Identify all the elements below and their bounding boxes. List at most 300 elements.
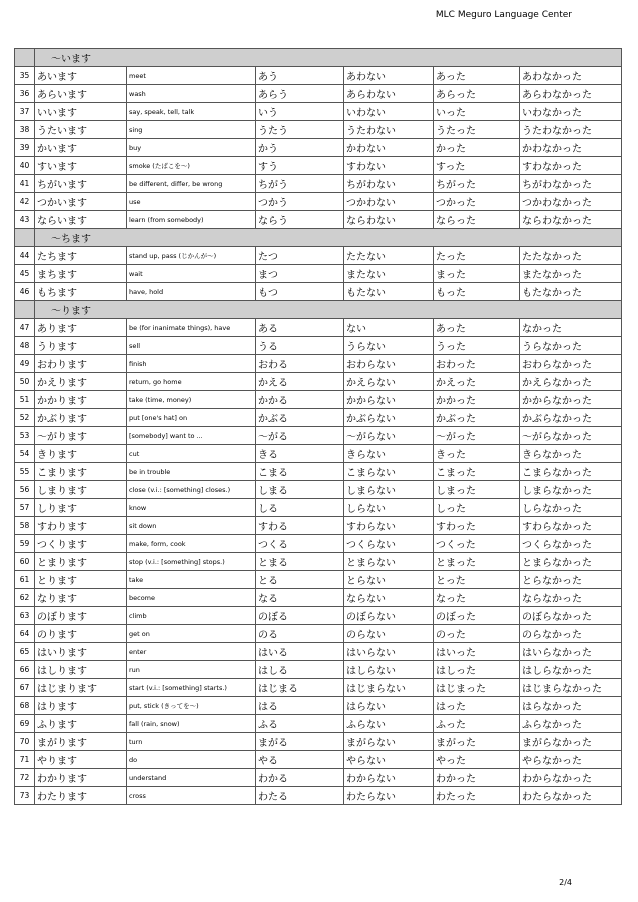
nakatta-form: ならわなかった bbox=[520, 211, 622, 229]
verb-number: 52 bbox=[15, 409, 35, 427]
ta-form: ちがった bbox=[434, 175, 520, 193]
dictionary-form: あらう bbox=[256, 85, 344, 103]
nakatta-form: かえらなかった bbox=[520, 373, 622, 391]
dictionary-form: かかる bbox=[256, 391, 344, 409]
verb-number: 73 bbox=[15, 787, 35, 805]
masu-form: すわります bbox=[35, 517, 127, 535]
masu-form: あります bbox=[35, 319, 127, 337]
nai-form: すわらない bbox=[344, 517, 434, 535]
table-row bbox=[15, 355, 622, 373]
section-title: ～います bbox=[35, 49, 622, 67]
masu-form: わかります bbox=[35, 769, 127, 787]
dictionary-form: たつ bbox=[256, 247, 344, 265]
table-row bbox=[15, 517, 622, 535]
english-meaning: stop (v.i.: [something] stops.) bbox=[127, 553, 256, 571]
nai-form: もたない bbox=[344, 283, 434, 301]
page-number: 2/4 bbox=[559, 878, 572, 887]
english-meaning: turn bbox=[127, 733, 256, 751]
table-row bbox=[15, 625, 622, 643]
nakatta-form: はいらなかった bbox=[520, 643, 622, 661]
ta-form: かった bbox=[434, 139, 520, 157]
section-header-row bbox=[15, 301, 622, 319]
dictionary-form: こまる bbox=[256, 463, 344, 481]
masu-form: ちがいます bbox=[35, 175, 127, 193]
nai-form: はらない bbox=[344, 697, 434, 715]
english-meaning: be different, differ, be wrong bbox=[127, 175, 256, 193]
nai-form: つくらない bbox=[344, 535, 434, 553]
table-row bbox=[15, 409, 622, 427]
masu-form: ふります bbox=[35, 715, 127, 733]
table-row bbox=[15, 391, 622, 409]
nakatta-form: おわらなかった bbox=[520, 355, 622, 373]
nakatta-form: あわなかった bbox=[520, 67, 622, 85]
verb-number: 38 bbox=[15, 121, 35, 139]
nai-form: かわない bbox=[344, 139, 434, 157]
nakatta-form: ～がらなかった bbox=[520, 427, 622, 445]
verb-number: 59 bbox=[15, 535, 35, 553]
english-meaning: say, speak, tell, talk bbox=[127, 103, 256, 121]
table-row bbox=[15, 121, 622, 139]
dictionary-form: すう bbox=[256, 157, 344, 175]
nai-form: わからない bbox=[344, 769, 434, 787]
nakatta-form: のらなかった bbox=[520, 625, 622, 643]
nakatta-form: うらなかった bbox=[520, 337, 622, 355]
verb-number: 48 bbox=[15, 337, 35, 355]
masu-form: はじまります bbox=[35, 679, 127, 697]
verb-number: 40 bbox=[15, 157, 35, 175]
nai-form: とまらない bbox=[344, 553, 434, 571]
verb-number: 57 bbox=[15, 499, 35, 517]
english-meaning: get on bbox=[127, 625, 256, 643]
table-row bbox=[15, 679, 622, 697]
verb-number: 42 bbox=[15, 193, 35, 211]
masu-form: しまります bbox=[35, 481, 127, 499]
dictionary-form: のぼる bbox=[256, 607, 344, 625]
verb-number: 45 bbox=[15, 265, 35, 283]
english-meaning: put [one's hat] on bbox=[127, 409, 256, 427]
table-row bbox=[15, 211, 622, 229]
dictionary-form: きる bbox=[256, 445, 344, 463]
verb-number: 67 bbox=[15, 679, 35, 697]
nai-form: こまらない bbox=[344, 463, 434, 481]
table-row bbox=[15, 103, 622, 121]
dictionary-form: すわる bbox=[256, 517, 344, 535]
masu-form: いいます bbox=[35, 103, 127, 121]
verb-number: 69 bbox=[15, 715, 35, 733]
nai-form: うたわない bbox=[344, 121, 434, 139]
english-meaning: climb bbox=[127, 607, 256, 625]
nai-form: ない bbox=[344, 319, 434, 337]
nai-form: しらない bbox=[344, 499, 434, 517]
nai-form: のぼらない bbox=[344, 607, 434, 625]
ta-form: たった bbox=[434, 247, 520, 265]
verb-number: 60 bbox=[15, 553, 35, 571]
nakatta-form: なかった bbox=[520, 319, 622, 337]
table-row bbox=[15, 139, 622, 157]
nakatta-form: すわらなかった bbox=[520, 517, 622, 535]
dictionary-form: あう bbox=[256, 67, 344, 85]
masu-form: まがります bbox=[35, 733, 127, 751]
english-meaning: have, hold bbox=[127, 283, 256, 301]
dictionary-form: なる bbox=[256, 589, 344, 607]
english-meaning: make, form, cook bbox=[127, 535, 256, 553]
masu-form: のります bbox=[35, 625, 127, 643]
masu-form: きります bbox=[35, 445, 127, 463]
english-meaning: meet bbox=[127, 67, 256, 85]
nai-form: またない bbox=[344, 265, 434, 283]
section-spacer bbox=[15, 49, 35, 67]
table-row bbox=[15, 85, 622, 103]
ta-form: やった bbox=[434, 751, 520, 769]
nai-form: あらわない bbox=[344, 85, 434, 103]
table-row bbox=[15, 427, 622, 445]
verb-number: 37 bbox=[15, 103, 35, 121]
masu-form: かえります bbox=[35, 373, 127, 391]
dictionary-form: かえる bbox=[256, 373, 344, 391]
ta-form: こまった bbox=[434, 463, 520, 481]
nakatta-form: たたなかった bbox=[520, 247, 622, 265]
nai-form: ならわない bbox=[344, 211, 434, 229]
nakatta-form: こまらなかった bbox=[520, 463, 622, 481]
nakatta-form: もたなかった bbox=[520, 283, 622, 301]
dictionary-form: かう bbox=[256, 139, 344, 157]
verb-conjugation-table bbox=[14, 48, 622, 805]
masu-form: わたります bbox=[35, 787, 127, 805]
verb-number: 58 bbox=[15, 517, 35, 535]
table-row bbox=[15, 643, 622, 661]
english-meaning: smoke (たばこを～) bbox=[127, 157, 256, 175]
ta-form: かぶった bbox=[434, 409, 520, 427]
nakatta-form: ならなかった bbox=[520, 589, 622, 607]
english-meaning: cross bbox=[127, 787, 256, 805]
verb-number: 49 bbox=[15, 355, 35, 373]
nakatta-form: とらなかった bbox=[520, 571, 622, 589]
nakatta-form: かからなかった bbox=[520, 391, 622, 409]
ta-form: かかった bbox=[434, 391, 520, 409]
verb-number: 63 bbox=[15, 607, 35, 625]
english-meaning: take (time, money) bbox=[127, 391, 256, 409]
nakatta-form: いわなかった bbox=[520, 103, 622, 121]
ta-form: きった bbox=[434, 445, 520, 463]
dictionary-form: わかる bbox=[256, 769, 344, 787]
verb-number: 68 bbox=[15, 697, 35, 715]
dictionary-form: わたる bbox=[256, 787, 344, 805]
masu-form: おわります bbox=[35, 355, 127, 373]
english-meaning: sit down bbox=[127, 517, 256, 535]
ta-form: まがった bbox=[434, 733, 520, 751]
dictionary-form: もつ bbox=[256, 283, 344, 301]
masu-form: かぶります bbox=[35, 409, 127, 427]
english-meaning: enter bbox=[127, 643, 256, 661]
dictionary-form: ある bbox=[256, 319, 344, 337]
masu-form: とまります bbox=[35, 553, 127, 571]
table-row bbox=[15, 463, 622, 481]
english-meaning: cut bbox=[127, 445, 256, 463]
english-meaning: sing bbox=[127, 121, 256, 139]
verb-number: 61 bbox=[15, 571, 35, 589]
verb-number: 41 bbox=[15, 175, 35, 193]
nai-form: ならない bbox=[344, 589, 434, 607]
dictionary-form: とる bbox=[256, 571, 344, 589]
ta-form: わたった bbox=[434, 787, 520, 805]
ta-form: かえった bbox=[434, 373, 520, 391]
table-row bbox=[15, 787, 622, 805]
english-meaning: know bbox=[127, 499, 256, 517]
ta-form: のった bbox=[434, 625, 520, 643]
table-row bbox=[15, 337, 622, 355]
table-row bbox=[15, 373, 622, 391]
section-header-row bbox=[15, 49, 622, 67]
masu-form: つかいます bbox=[35, 193, 127, 211]
dictionary-form: おわる bbox=[256, 355, 344, 373]
english-meaning: [somebody] want to ... bbox=[127, 427, 256, 445]
ta-form: ふった bbox=[434, 715, 520, 733]
table-row bbox=[15, 247, 622, 265]
nakatta-form: うたわなかった bbox=[520, 121, 622, 139]
nai-form: うらない bbox=[344, 337, 434, 355]
dictionary-form: しる bbox=[256, 499, 344, 517]
verb-number: 46 bbox=[15, 283, 35, 301]
dictionary-form: ならう bbox=[256, 211, 344, 229]
nai-form: まがらない bbox=[344, 733, 434, 751]
masu-form: すいます bbox=[35, 157, 127, 175]
table-row bbox=[15, 175, 622, 193]
ta-form: あらった bbox=[434, 85, 520, 103]
masu-form: とります bbox=[35, 571, 127, 589]
nakatta-form: あらわなかった bbox=[520, 85, 622, 103]
verb-number: 50 bbox=[15, 373, 35, 391]
ta-form: ～がった bbox=[434, 427, 520, 445]
masu-form: なります bbox=[35, 589, 127, 607]
dictionary-form: はいる bbox=[256, 643, 344, 661]
nai-form: ～がらない bbox=[344, 427, 434, 445]
ta-form: うたった bbox=[434, 121, 520, 139]
section-spacer bbox=[15, 301, 35, 319]
table-row bbox=[15, 265, 622, 283]
nai-form: おわらない bbox=[344, 355, 434, 373]
section-spacer bbox=[15, 229, 35, 247]
dictionary-form: ちがう bbox=[256, 175, 344, 193]
masu-form: のぼります bbox=[35, 607, 127, 625]
nai-form: すわない bbox=[344, 157, 434, 175]
dictionary-form: やる bbox=[256, 751, 344, 769]
masu-form: はります bbox=[35, 697, 127, 715]
verb-number: 55 bbox=[15, 463, 35, 481]
table-row bbox=[15, 193, 622, 211]
dictionary-form: うる bbox=[256, 337, 344, 355]
english-meaning: close (v.i.: [something] closes.) bbox=[127, 481, 256, 499]
ta-form: ならった bbox=[434, 211, 520, 229]
verb-number: 64 bbox=[15, 625, 35, 643]
english-meaning: run bbox=[127, 661, 256, 679]
table-row bbox=[15, 535, 622, 553]
masu-form: かかります bbox=[35, 391, 127, 409]
verb-number: 66 bbox=[15, 661, 35, 679]
nai-form: ふらない bbox=[344, 715, 434, 733]
table-row bbox=[15, 445, 622, 463]
masu-form: うたいます bbox=[35, 121, 127, 139]
nai-form: かぶらない bbox=[344, 409, 434, 427]
ta-form: はじまった bbox=[434, 679, 520, 697]
nai-form: とらない bbox=[344, 571, 434, 589]
nai-form: はじまらない bbox=[344, 679, 434, 697]
ta-form: あった bbox=[434, 67, 520, 85]
nakatta-form: またなかった bbox=[520, 265, 622, 283]
verb-number: 36 bbox=[15, 85, 35, 103]
nai-form: きらない bbox=[344, 445, 434, 463]
dictionary-form: はる bbox=[256, 697, 344, 715]
dictionary-form: つかう bbox=[256, 193, 344, 211]
verb-number: 72 bbox=[15, 769, 35, 787]
nai-form: つかわない bbox=[344, 193, 434, 211]
dictionary-form: のる bbox=[256, 625, 344, 643]
nai-form: ちがわない bbox=[344, 175, 434, 193]
verb-number: 71 bbox=[15, 751, 35, 769]
table-row bbox=[15, 769, 622, 787]
nai-form: いわない bbox=[344, 103, 434, 121]
verb-number: 62 bbox=[15, 589, 35, 607]
ta-form: はった bbox=[434, 697, 520, 715]
table-row bbox=[15, 157, 622, 175]
verb-number: 56 bbox=[15, 481, 35, 499]
masu-form: つくります bbox=[35, 535, 127, 553]
ta-form: すった bbox=[434, 157, 520, 175]
dictionary-form: ～がる bbox=[256, 427, 344, 445]
nakatta-form: すわなかった bbox=[520, 157, 622, 175]
verb-number: 70 bbox=[15, 733, 35, 751]
nakatta-form: つくらなかった bbox=[520, 535, 622, 553]
nakatta-form: きらなかった bbox=[520, 445, 622, 463]
masu-form: かいます bbox=[35, 139, 127, 157]
english-meaning: understand bbox=[127, 769, 256, 787]
table-row bbox=[15, 661, 622, 679]
english-meaning: take bbox=[127, 571, 256, 589]
ta-form: つくった bbox=[434, 535, 520, 553]
ta-form: とった bbox=[434, 571, 520, 589]
dictionary-form: ふる bbox=[256, 715, 344, 733]
nai-form: たたない bbox=[344, 247, 434, 265]
nai-form: はしらない bbox=[344, 661, 434, 679]
english-meaning: fall (rain, snow) bbox=[127, 715, 256, 733]
ta-form: はしった bbox=[434, 661, 520, 679]
english-meaning: wait bbox=[127, 265, 256, 283]
masu-form: まちます bbox=[35, 265, 127, 283]
nakatta-form: はらなかった bbox=[520, 697, 622, 715]
ta-form: あった bbox=[434, 319, 520, 337]
masu-form: あらいます bbox=[35, 85, 127, 103]
table-row bbox=[15, 319, 622, 337]
nai-form: かえらない bbox=[344, 373, 434, 391]
table-row bbox=[15, 283, 622, 301]
nakatta-form: つかわなかった bbox=[520, 193, 622, 211]
nakatta-form: はじまらなかった bbox=[520, 679, 622, 697]
masu-form: うります bbox=[35, 337, 127, 355]
english-meaning: start (v.i.: [something] starts.) bbox=[127, 679, 256, 697]
verb-number: 51 bbox=[15, 391, 35, 409]
nakatta-form: まがらなかった bbox=[520, 733, 622, 751]
dictionary-form: かぶる bbox=[256, 409, 344, 427]
masu-form: はしります bbox=[35, 661, 127, 679]
masu-form: あいます bbox=[35, 67, 127, 85]
verb-number: 54 bbox=[15, 445, 35, 463]
nai-form: あわない bbox=[344, 67, 434, 85]
ta-form: うった bbox=[434, 337, 520, 355]
nakatta-form: ちがわなかった bbox=[520, 175, 622, 193]
verb-number: 39 bbox=[15, 139, 35, 157]
ta-form: すわった bbox=[434, 517, 520, 535]
table-row bbox=[15, 697, 622, 715]
ta-form: いった bbox=[434, 103, 520, 121]
dictionary-form: はじまる bbox=[256, 679, 344, 697]
english-meaning: be (for inanimate things), have bbox=[127, 319, 256, 337]
nakatta-form: かぶらなかった bbox=[520, 409, 622, 427]
nai-form: わたらない bbox=[344, 787, 434, 805]
nakatta-form: のぼらなかった bbox=[520, 607, 622, 625]
english-meaning: return, go home bbox=[127, 373, 256, 391]
dictionary-form: しまる bbox=[256, 481, 344, 499]
masu-form: はいります bbox=[35, 643, 127, 661]
verb-number: 65 bbox=[15, 643, 35, 661]
english-meaning: do bbox=[127, 751, 256, 769]
masu-form: ～がります bbox=[35, 427, 127, 445]
masu-form: やります bbox=[35, 751, 127, 769]
english-meaning: learn (from somebody) bbox=[127, 211, 256, 229]
english-meaning: stand up, pass (じかんが～) bbox=[127, 247, 256, 265]
nai-form: やらない bbox=[344, 751, 434, 769]
table-row bbox=[15, 571, 622, 589]
dictionary-form: いう bbox=[256, 103, 344, 121]
english-meaning: use bbox=[127, 193, 256, 211]
nakatta-form: わたらなかった bbox=[520, 787, 622, 805]
verb-number: 35 bbox=[15, 67, 35, 85]
nai-form: しまらない bbox=[344, 481, 434, 499]
table-row bbox=[15, 589, 622, 607]
english-meaning: become bbox=[127, 589, 256, 607]
masu-form: しります bbox=[35, 499, 127, 517]
ta-form: しった bbox=[434, 499, 520, 517]
nai-form: のらない bbox=[344, 625, 434, 643]
ta-form: もった bbox=[434, 283, 520, 301]
masu-form: もちます bbox=[35, 283, 127, 301]
english-meaning: sell bbox=[127, 337, 256, 355]
dictionary-form: まがる bbox=[256, 733, 344, 751]
verb-number: 47 bbox=[15, 319, 35, 337]
table-row bbox=[15, 67, 622, 85]
dictionary-form: はしる bbox=[256, 661, 344, 679]
dictionary-form: とまる bbox=[256, 553, 344, 571]
masu-form: ならいます bbox=[35, 211, 127, 229]
ta-form: まった bbox=[434, 265, 520, 283]
dictionary-form: つくる bbox=[256, 535, 344, 553]
verb-number: 53 bbox=[15, 427, 35, 445]
ta-form: とまった bbox=[434, 553, 520, 571]
table-row bbox=[15, 733, 622, 751]
english-meaning: finish bbox=[127, 355, 256, 373]
dictionary-form: うたう bbox=[256, 121, 344, 139]
table-row bbox=[15, 481, 622, 499]
table-row bbox=[15, 499, 622, 517]
ta-form: わかった bbox=[434, 769, 520, 787]
verb-number: 43 bbox=[15, 211, 35, 229]
nakatta-form: しまらなかった bbox=[520, 481, 622, 499]
ta-form: はいった bbox=[434, 643, 520, 661]
nakatta-form: わからなかった bbox=[520, 769, 622, 787]
masu-form: たちます bbox=[35, 247, 127, 265]
nai-form: かからない bbox=[344, 391, 434, 409]
table-row bbox=[15, 553, 622, 571]
verb-number: 44 bbox=[15, 247, 35, 265]
dictionary-form: まつ bbox=[256, 265, 344, 283]
